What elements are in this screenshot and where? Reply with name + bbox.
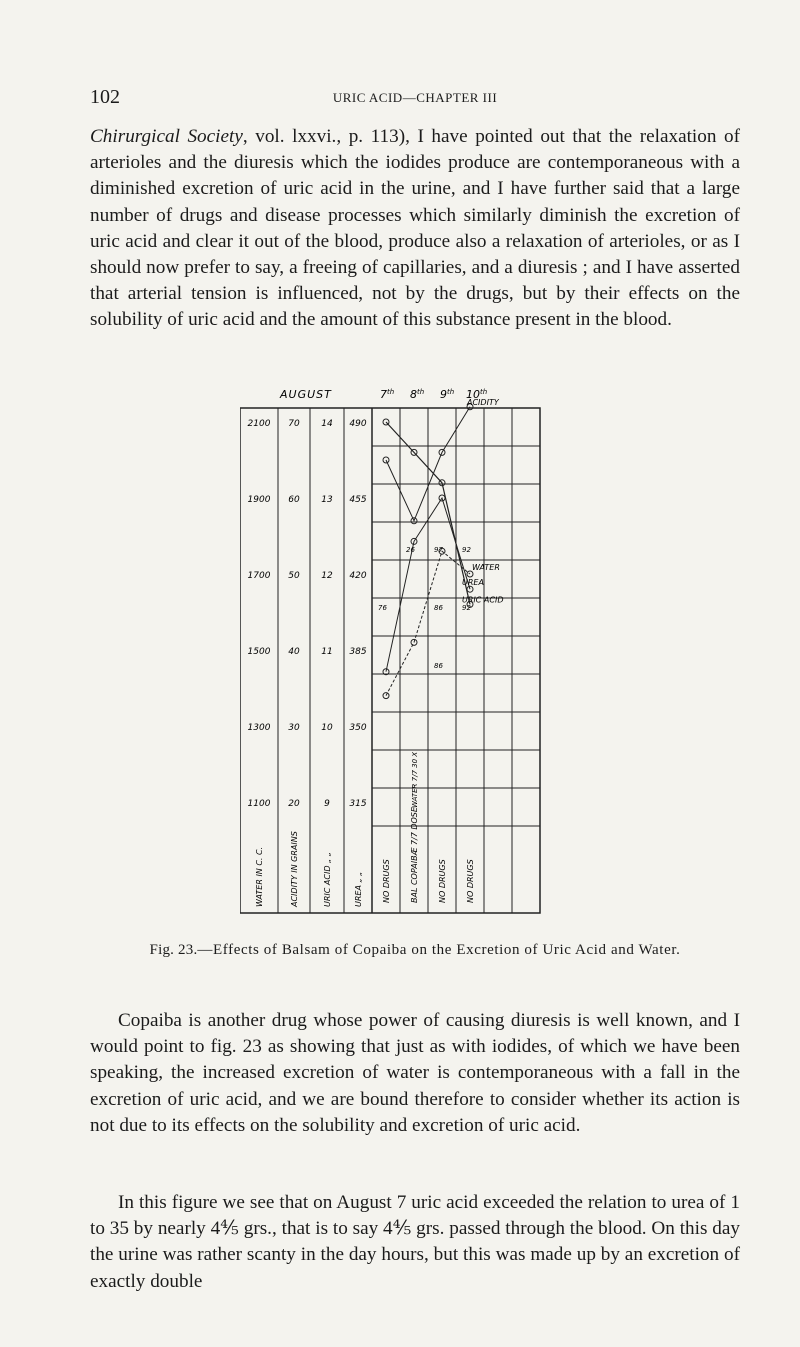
journal-name: Chirurgical Society — [90, 126, 243, 147]
axis-tick-2-4: 10 — [321, 723, 333, 733]
point-label-4: 86 — [434, 604, 443, 612]
chart-title-day-8: 8th — [410, 388, 425, 401]
axis-label-0: WATER IN C. C. — [255, 846, 264, 907]
chart-title-day-9: 9th — [440, 388, 455, 401]
point-label-0: 76 — [378, 604, 387, 612]
column-note-3: NO DRUGS — [466, 859, 475, 903]
point-label-3: 92 — [462, 546, 471, 554]
axis-tick-1-0: 70 — [288, 419, 300, 429]
axis-tick-3-2: 420 — [349, 571, 367, 581]
figure-caption-text: —Effects of Balsam of Copaiba on the Excretion of Uric Acid and Water. — [197, 942, 681, 958]
column-note-2: NO DRUGS — [438, 859, 447, 903]
axis-tick-1-5: 20 — [288, 799, 300, 809]
point-label-2: 97 — [434, 546, 443, 554]
figure-caption — [90, 937, 740, 963]
axis-tick-2-2: 12 — [321, 571, 333, 581]
axis-label-1: ACIDITY IN GRAINS — [290, 831, 299, 907]
series-label-uric-acid: URIC ACID — [462, 595, 504, 605]
axis-tick-3-4: 350 — [349, 723, 367, 733]
chart-annotation: WATER 7/7 30 X — [411, 751, 419, 808]
axis-tick-3-1: 455 — [349, 495, 367, 505]
axis-tick-0-0: 2100 — [247, 419, 271, 429]
axis-tick-0-4: 1300 — [247, 723, 271, 733]
figure-label: Fig. 23. — [149, 942, 198, 958]
axis-tick-0-5: 1100 — [247, 799, 271, 809]
axis-ticks — [248, 419, 367, 809]
axis-tick-0-2: 1700 — [247, 571, 271, 581]
figure-23-chart — [240, 378, 580, 923]
axis-tick-1-4: 30 — [288, 723, 300, 733]
series-label-urea: UREA — [462, 578, 484, 588]
axis-tick-1-2: 50 — [288, 571, 300, 581]
point-label-6: 86 — [434, 662, 443, 670]
axis-tick-0-3: 1500 — [247, 647, 271, 657]
paragraph-1 — [90, 124, 740, 334]
axis-tick-2-0: 14 — [321, 419, 333, 429]
axis-label-3: UREA „ „ — [354, 871, 363, 907]
chart-title-day-7: 7th — [380, 388, 395, 401]
paragraph-3: In this figure we see that on August 7 uric acid exceeded the relation to urea of 1 to 35 by nearly 4⅘ grs., that is to say 4⅘ grs. passed through the blood. On this day the urine was rather scanty in the day hours, but this was made up by an excretion of exactly double — [90, 1192, 740, 1292]
page-number: 102 — [90, 86, 120, 108]
axis-tick-3-0: 490 — [349, 419, 367, 429]
column-note-0: NO DRUGS — [382, 859, 391, 903]
axis-labels — [255, 831, 363, 908]
axis-tick-3-3: 385 — [349, 647, 367, 657]
paragraph-2: Copaiba is another drug whose power of causing diuresis is well known, and I would point to fig. 23 as showing that just as with iodides, of which we have been speaking, the increased excretion of water is contemporaneous with a fall in the excretion of uric acid, and we are bound therefore to consider whether its action is not due to its effects on the solubility and excretion of uric acid. — [90, 1010, 740, 1136]
series-labels — [462, 398, 503, 605]
axis-tick-1-3: 40 — [288, 647, 300, 657]
axis-tick-2-3: 11 — [321, 647, 333, 657]
paragraph-1-text: , vol. lxxvi., p. 113), I have pointed out that the relaxation of arterioles and the diuresis which the iodides produce are contemporaneous with a diminished excretion of uric acid in the urine, and I have further said that a large number of drugs and disease processes which similarly diminish the excretion of uric acid and clear it out of the blood, produce also a relaxation of arterioles, or as I should now prefer to say, a freeing of capillaries, and a diuresis ; and I have asserted that arterial tension is influenced, not by the drugs, but by their effects on the solubility of uric acid and the amount of this substance present in the blood. — [90, 126, 740, 331]
page-header — [90, 86, 740, 110]
axis-tick-2-1: 13 — [321, 495, 333, 505]
point-label-1: 26 — [406, 546, 415, 554]
point-label-5: 92 — [462, 604, 471, 612]
chart-title-month: AUGUST — [280, 388, 332, 401]
axis-tick-2-5: 9 — [324, 799, 330, 809]
axis-tick-3-5: 315 — [349, 799, 367, 809]
running-head: URIC ACID—CHAPTER III — [332, 90, 498, 105]
chart-grid — [240, 408, 540, 913]
chart-title-day-10: 10th — [466, 388, 488, 401]
axis-tick-0-1: 1900 — [247, 495, 271, 505]
axis-tick-1-1: 60 — [288, 495, 300, 505]
series-label-water: WATER — [472, 563, 500, 572]
series-label-acidity: ACIDITY — [467, 397, 499, 407]
column-note-1: BAL COPAIBÆ 7/7 DOSE — [410, 807, 419, 903]
chart-title — [279, 388, 487, 401]
axis-label-2: URIC ACID „ „ — [323, 852, 332, 907]
